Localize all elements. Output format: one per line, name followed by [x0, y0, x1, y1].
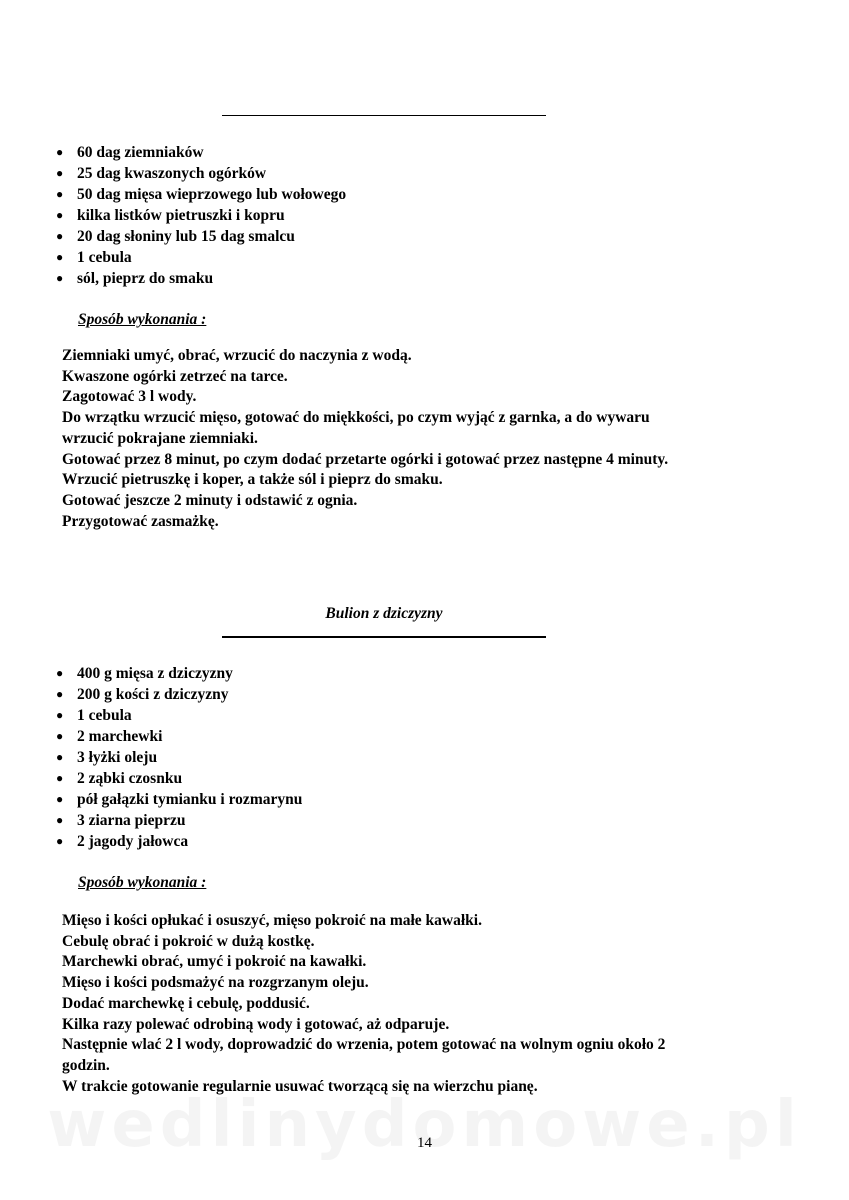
step-text: Marchewki obrać, umyć i pokroić na kawałki. [62, 953, 367, 971]
ingredient-item: ● 2 marchewki [56, 728, 163, 745]
bullet-icon: ● [56, 687, 64, 701]
step-text: Przygotować zasmażkę. [62, 512, 219, 530]
step-text: Wrzucić pietruszkę i koper, a także sól i pieprz do smaku. [62, 471, 443, 489]
bullet-icon: ● [56, 229, 64, 243]
bullet-icon: ● [56, 813, 64, 827]
ingredient-list-1 [56, 142, 346, 289]
bullet-icon: ● [56, 771, 64, 785]
step-text: Mięso i kości podsmażyć na rozgrzanym oleju. [62, 974, 369, 992]
method-heading-2: Sposób wykonania : [78, 874, 207, 891]
step-text: Gotować przez 8 minut, po czym dodać przetarte ogórki i gotować przez następne 4 minuty. [62, 450, 669, 468]
bullet-icon: ● [56, 666, 64, 680]
step-text: Zagotować 3 l wody. [62, 388, 197, 406]
bullet-icon: ● [56, 834, 64, 848]
ingredient-item: ● 2 jagody jałowca [56, 833, 189, 850]
ingredient-list-2 [56, 663, 302, 852]
bullet-icon: ● [56, 187, 64, 201]
bullet-icon: ● [56, 708, 64, 722]
bullet-icon: ● [56, 750, 64, 764]
bullet-icon: ● [56, 166, 64, 180]
bullet-icon: ● [56, 145, 64, 159]
step-text: Ziemniaki umyć, obrać, wrzucić do naczynia z wodą. [62, 347, 412, 364]
bullet-icon: ● [56, 250, 64, 264]
ingredient-item: ● 60 dag ziemniaków [56, 144, 204, 161]
recipe-title: Bulion z dziczyzny [325, 605, 443, 622]
step-text: Następnie wlać 2 l wody, doprowadzić do wrzenia, potem gotować na wolnym ogniu około 2 godzin. [62, 1036, 666, 1074]
ingredient-item: ● 200 g kości z dziczyzny [56, 686, 229, 703]
bullet-icon: ● [56, 729, 64, 743]
ingredient-item: ● 3 ziarna pieprzu [56, 812, 186, 829]
ingredient-item: ● 20 dag słoniny lub 15 dag smalcu [56, 228, 295, 245]
step-text: W trakcie gotowanie regularnie usuwać tworzącą się na wierzchu pianę. [62, 1077, 538, 1095]
ingredient-item: ● 400 g mięsa z dziczyzny [56, 665, 233, 682]
step-text: Kwaszone ogórki zetrzeć na tarce. [62, 367, 288, 385]
step-text: Cebulę obrać i pokroić w dużą kostkę. [62, 932, 315, 950]
method-steps-2 [62, 911, 692, 1097]
step-text: Mięso i kości opłukać i osuszyć, mięso pokroić na małe kawałki. [62, 912, 482, 929]
ingredient-item: ● 50 dag mięsa wieprzowego lub wołowego [56, 186, 347, 203]
step-text: Gotować jeszcze 2 minuty i odstawić z ognia. [62, 491, 358, 509]
step-text: Dodać marchewkę i cebulę, poddusić. [62, 994, 310, 1012]
ingredient-item: ● 1 cebula [56, 707, 132, 724]
ingredient-item: ● 1 cebula [56, 249, 132, 266]
ingredient-item: ● 2 ząbki czosnku [56, 770, 183, 787]
bullet-icon: ● [56, 208, 64, 222]
step-text: Do wrzątku wrzucić mięso, gotować do miękkości, po czym wyjąć z garnka, a do wywaru wrzucić pokrajane ziemniaki. [62, 409, 650, 447]
bullet-icon: ● [56, 271, 64, 285]
ingredient-item: ● 25 dag kwaszonych ogórków [56, 165, 267, 182]
top-divider [222, 115, 546, 116]
title-underline [222, 636, 546, 638]
step-text: Kilka razy polewać odrobiną wody i gotować, aż odparuje. [62, 1015, 450, 1033]
ingredient-item: ● 3 łyżki oleju [56, 749, 158, 766]
ingredient-item: ● kilka listków pietruszki i kopru [56, 207, 285, 224]
method-heading-1: Sposób wykonania : [78, 311, 207, 328]
method-steps-1 [62, 346, 692, 532]
ingredient-item: ● pół gałązki tymianku i rozmarynu [56, 791, 303, 808]
page-number: 14 [417, 1135, 432, 1151]
bullet-icon: ● [56, 792, 64, 806]
ingredient-item: ● sól, pieprz do smaku [56, 270, 214, 287]
